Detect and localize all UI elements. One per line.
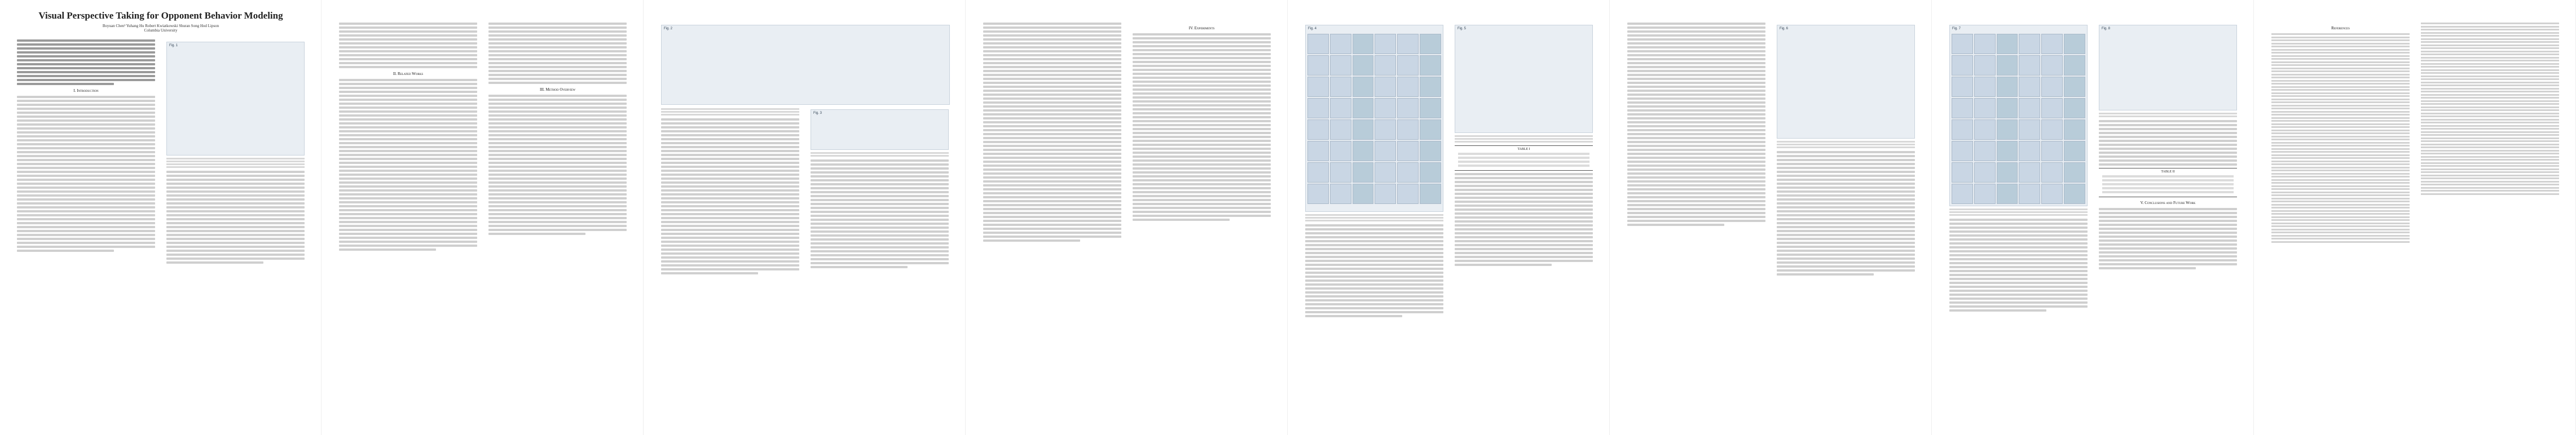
page5-right-column (1455, 23, 1593, 268)
section-heading: II. Related Works (393, 72, 424, 76)
page6-right-column (1777, 23, 1915, 277)
figure-1-caption (166, 158, 305, 168)
figure-5: Fig. 5 (1455, 25, 1593, 133)
page2-left-column (339, 23, 477, 252)
figure-8: Fig. 8 (2099, 25, 2237, 110)
section-heading: IV. Experiments (1188, 26, 1215, 30)
figure-7: Fig. 7 (1949, 25, 2088, 206)
figure-4: Fig. 4 (1305, 25, 1443, 212)
page3-left-column (661, 107, 799, 276)
section-heading: III. Method Overview (539, 87, 576, 92)
page1-right-column (166, 39, 305, 265)
paper-page-4 (966, 0, 1288, 435)
paper-page-1 (0, 0, 322, 435)
affiliation: Columbia University (144, 28, 178, 33)
page8-left-column (2271, 23, 2410, 244)
section-heading: I. Introduction (73, 88, 99, 93)
page2-right-column (488, 23, 627, 237)
paper-page-2 (322, 0, 644, 435)
paper-page-3 (644, 0, 966, 435)
page1-left-column (17, 39, 155, 254)
paper-page-7 (1932, 0, 2254, 435)
figure-1: Fig. 1 (166, 42, 305, 156)
page6-left-column (1627, 23, 1765, 228)
page7-left-column (1949, 23, 2088, 313)
page4-left-column (983, 23, 1121, 243)
paper-page-5 (1288, 0, 1610, 435)
table-1: TABLE I (1455, 145, 1593, 171)
paper-title: Visual Perspective Taking for Opponent Behavior Modeling (38, 10, 283, 21)
figure-3: Fig. 3 (811, 109, 949, 150)
paper-authors (17, 24, 305, 33)
figure-6: Fig. 6 (1777, 25, 1915, 139)
table-2: TABLE II (2099, 168, 2237, 197)
paper-page-8 (2254, 0, 2576, 435)
page8-right-column (2421, 23, 2559, 196)
section-heading: V. Conclusions and Future Work (2140, 201, 2196, 205)
author-list: Boyuan Chen¹ Yuhang Hu Robert Kwiatkowski Shuran Song Hod Lipson (102, 24, 219, 28)
page5-left-column (1305, 23, 1443, 319)
page4-right-column (1133, 23, 1271, 223)
figure-2: Fig. 2 (661, 25, 950, 105)
page3-right-column (811, 107, 949, 270)
section-heading: References (2331, 26, 2350, 30)
page7-right-column (2099, 23, 2237, 271)
paper-page-6 (1610, 0, 1932, 435)
